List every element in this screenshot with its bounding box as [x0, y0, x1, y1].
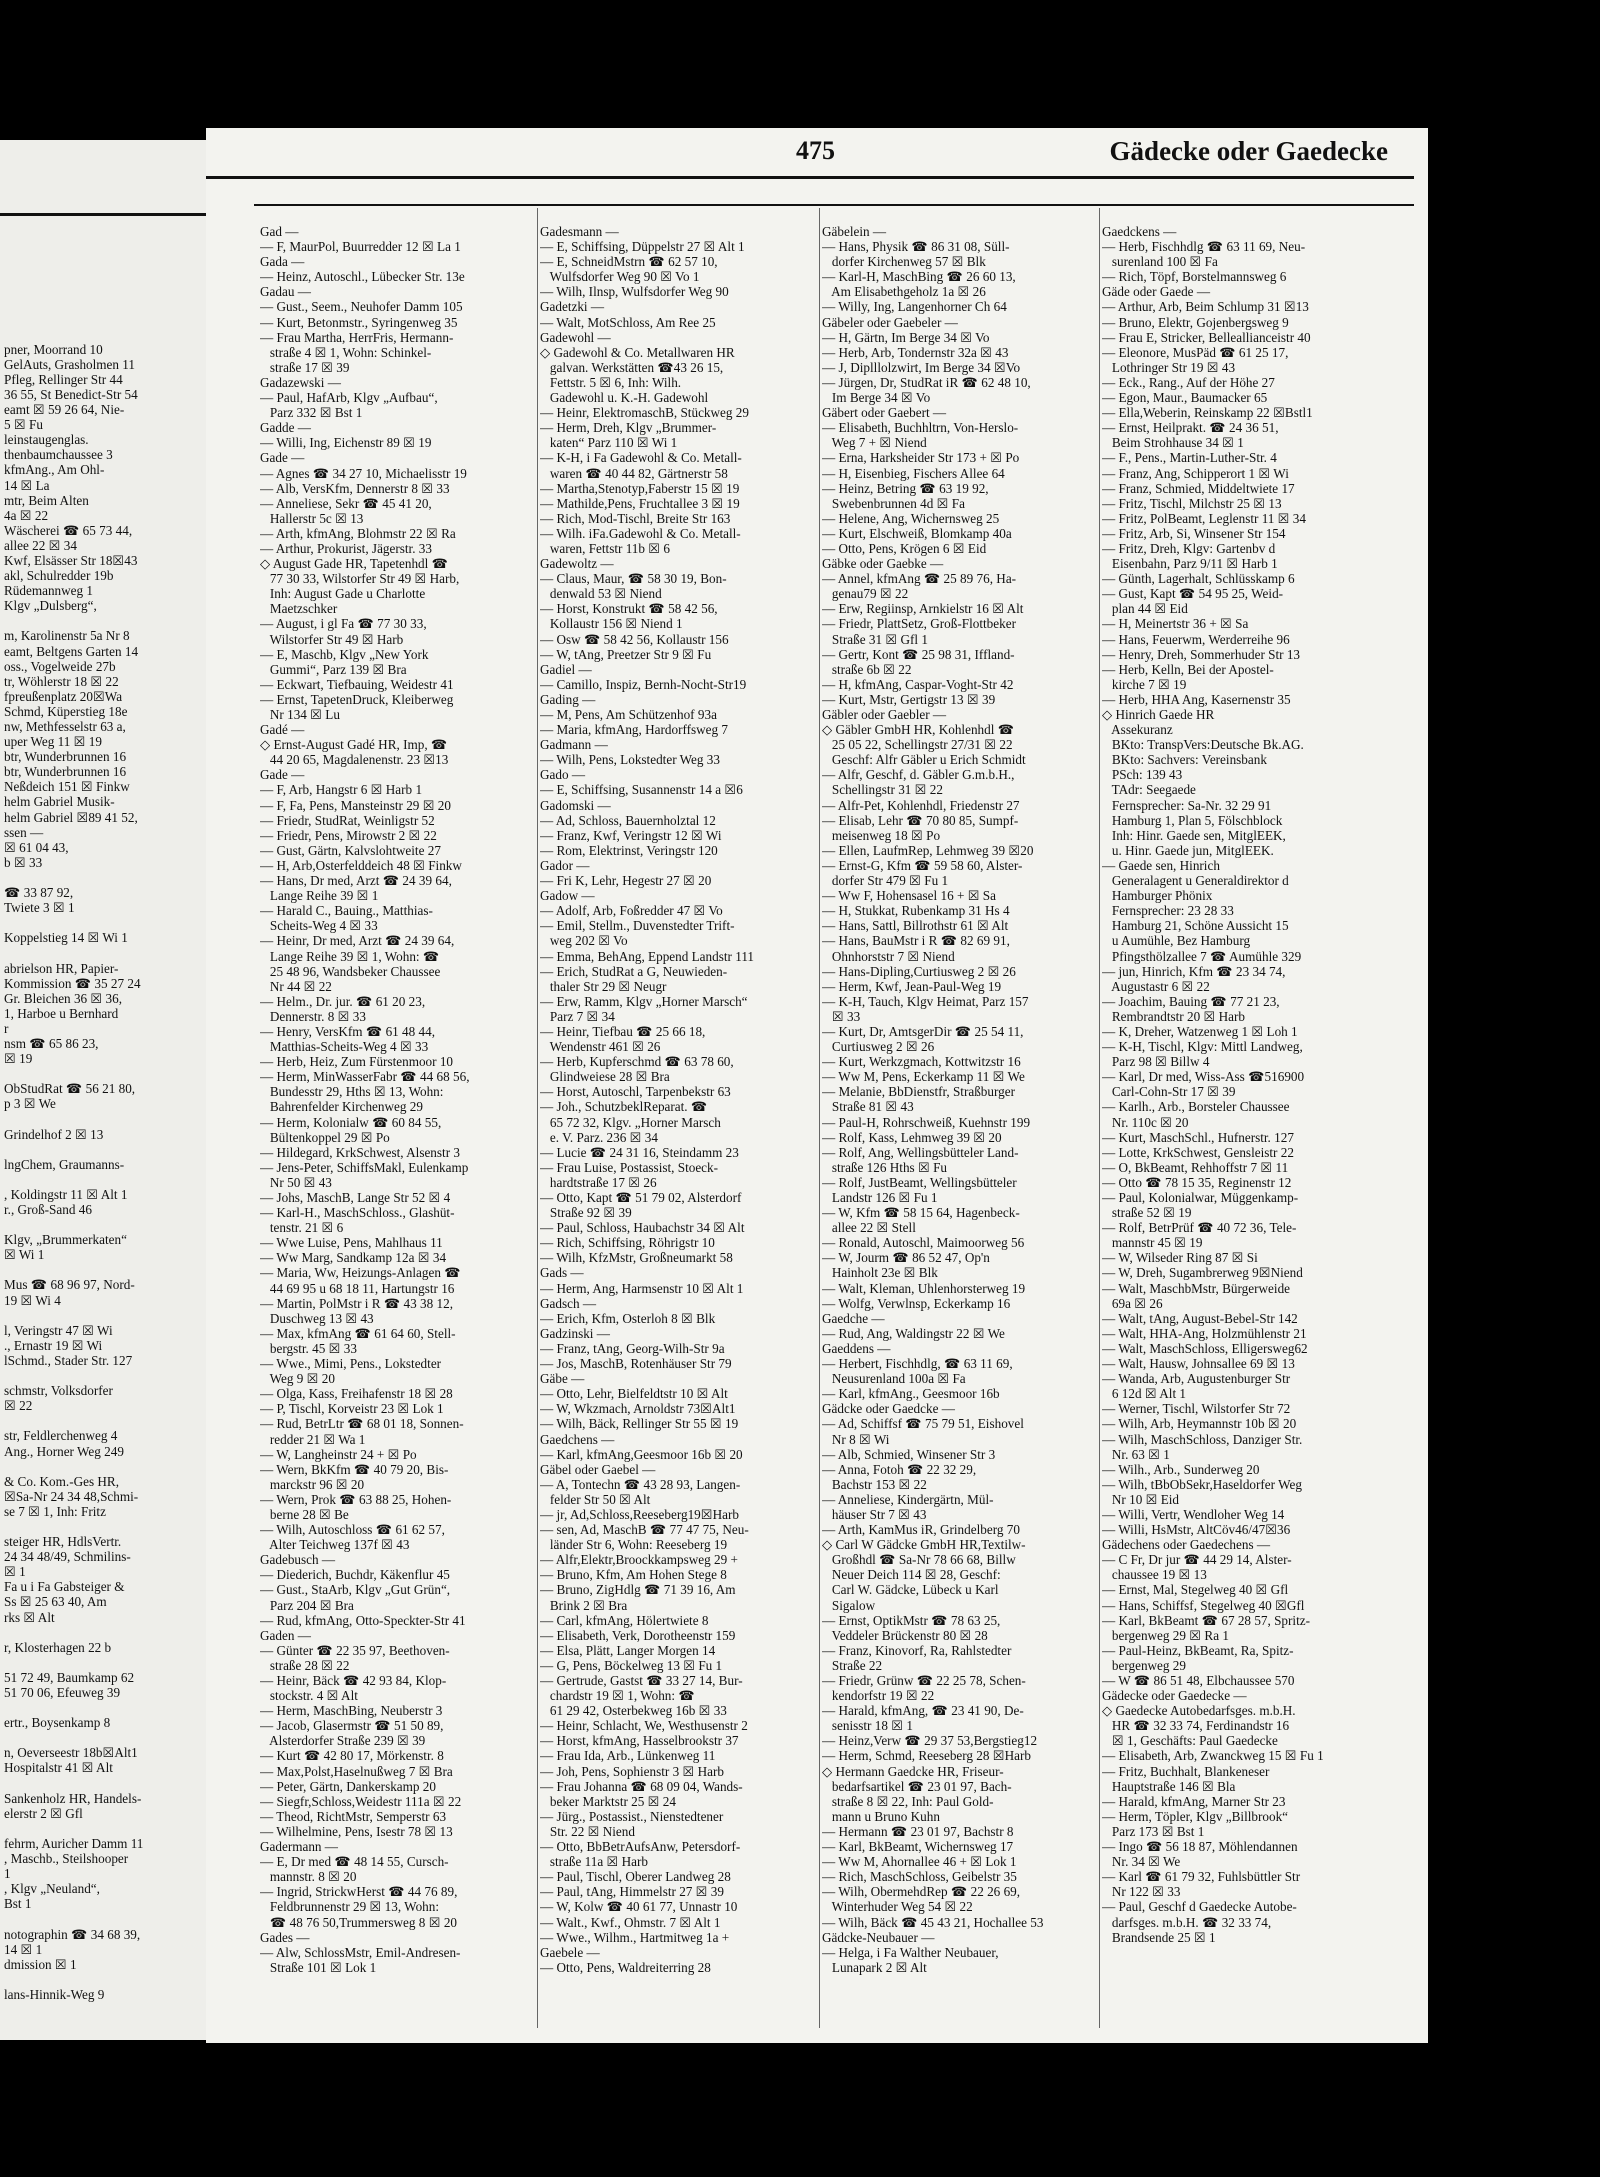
directory-column-4: Gaedckens — — Herb, Fischhdlg ☎ 63 11 69, Neu- surenland 100 ☒ Fa — Rich, Töpf, Borstelmannsweg 6 Gäde oder Gaede — — Arthur, Arb, Beim Schlump 31 ☒13 — Bruno, Elektr, Gojenbergsweg 9 — Frau E, Stricker, Belleallianceistr 40 — Eleonore, MusPäd ☎ 61 25 17, Lothringer Str 19 ☒ 43 — Eck., Rang., Auf der Höhe 27 — Egon, Maur., Baumacker 65 — Ella,Weberin, Reinskamp 22 ☒Bstl1 — Ernst, Heilprakt. ☎ 24 36 51, Beim Strohhause 34 ☒ 1 — F., Pens., Martin-Luther-Str. 4 — Franz, Ang, Schipperort 1 ☒ Wi — Franz, Schmied, Middeltwiete 17 — Fritz, Tischl, Milchstr 25 ☒ 13 — Fritz, PolBeamt, Leglenstr 11 ☒ 34 — Fritz, Arb, Si, Winsener Str 154 — Fritz, Dreh, Klgv: Gartenbv d Eisenbahn, Parz 9/11 ☒ Harb 1 — Günth, Lagerhalt, Schlüsskamp 6 — Gust, Kapt ☎ 54 95 25, Weid- plan 44 ☒ Eid — H, Meinertstr 36 + ☒ Sa — Hans, Feuerwm, Werderreihe 96 — Henry, Dreh, Sommerhuder Str 13 — Herb, Kelln, Bei der Apostel- kirche 7 ☒ 19 — Herb, HHA Ang, Kasernenstr 35 ◇ Hinrich Gaede HR Assekuranz BKto: TranspVers:Deutsche Bk.AG. BKto: Sachvers: Vereinsbank PSch: 139 43 TAdr: Seegaede Fernsprecher: Sa-Nr. 32 29 91 Hamburg 1, Plan 5, Fölschblock Inh: Hinr. Gaede sen, MitglEEK, u. Hinr. Gaede jun, MitglEEK. — Gaede sen, Hinrich Generalagent u Generaldirektor d Hamburger Phönix Fernsprecher: 23 28 33 Hamburg 21, Schöne Aussicht 15 u Aumühle, Bez Hamburg Pfingsthölzallee 7 ☎ Aumühle 329 — jun, Hinrich, Kfm ☎ 23 34 74, Augustastr 6 ☒ 22 — Joachim, Bauing ☎ 77 21 23, Rembrandtstr 20 ☒ Harb — K, Dreher, Watzenweg 1 ☒ Loh 1 — K-H, Tischl, Klgv: Mittl Landweg, Parz 98 ☒ Billw 4 — Karl, Dr med, Wiss-Ass ☎516900 Carl-Cohn-Str 17 ☒ 39 — Karlh., Arb., Borsteler Chaussee Nr. 110c ☒ 20 — Kurt, MaschSchl., Hufnerstr. 127 — Lotte, KrkSchwest, Gensleistr 22 — O, BkBeamt, Rehhoffstr 7 ☒ 11 — Otto ☎ 78 15 35, Reginenstr 12 — Paul, Kolonialwar, Müggenkamp- straße 52 ☒ 19 — Rolf, BetrPrüf ☎ 40 72 36, Tele- mannstr 45 ☒ 19 — W, Wilseder Ring 87 ☒ Si — W, Dreh, Sugambrerweg 9☒Niend — Walt, MaschbMstr, Bürgerweide 69a ☒ 26 — Walt, tAng, August-Bebel-Str 142 — Walt, HHA-Ang, Holzmühlenstr 21 — Walt, MaschSchloss, Elligersweg62 — Walt, Hausw, Johnsallee 69 ☒ 13 — Wanda, Arb, Augustenburger Str 6 12d ☒ Alt 1 — Werner, Tischl, Wilstorfer Str 72 — Wilh, Arb, Heymannstr 10b ☒ 20 — Wilh, MaschSchloss, Danziger Str. Nr. 63 ☒ 1 — Wilh., Arb., Sunderweg 20 — Wilh, tBbObSekr,Haseldorfer Weg Nr 10 ☒ Eid — Willi, Vertr, Wendloher Weg 14 — Willi, HsMstr, AltCöv46/47☒36 Gädechens oder Gaedechens — — C Fr, Dr jur ☎ 44 29 14, Alster- chaussee 19 ☒ 13 — Ernst, Mal, Stegelweg 40 ☒ Gfl — Hans, Schiffsf, Stegelweg 40 ☒Gfl — Karl, BkBeamt ☎ 67 28 57, Spritz- bergenweg 29 ☒ Ra 1 — Paul-Heinz, BkBeamt, Ra, Spitz- bergenweg 29 — W ☎ 86 51 48, Elbchaussee 570 Gädecke oder Gaedecke — ◇ Gaedecke Autobedarfsges. m.b.H. HR ☎ 32 33 74, Ferdinandstr 16 ☒ 1, Geschäfts: Paul Gaedecke — Elisabeth, Arb, Zwanckweg 15 ☒ Fu 1 — Fritz, Buchhalt, Blankeneser Hauptstraße 146 ☒ Bla — Harald, kfmAng, Marner Str 23 — Herm, Töpler, Klgv „Billbrook“ Parz 173 ☒ Bst 1 — Ingo ☎ 56 18 87, Möhlendannen Nr. 34 ☒ We — Karl ☎ 61 79 32, Fuhlsbüttler Str Nr 122 ☒ 33 — Paul, Geschf d Gaedecke Autobe- darfsges. m.b.H. ☎ 32 33 74, Brandsende 25 ☒ 1 — [1102, 224, 1324, 1945]
page-number: 475 — [796, 136, 835, 165]
column-divider — [537, 208, 538, 2028]
directory-column-2: Gadesmann — — E, Schiffsing, Düppelstr 27 ☒ Alt 1 — E, SchneidMstrn ☎ 62 57 10, Wulfsdorfer Weg 90 ☒ Vo 1 — Wilh, Ilnsp, Wulfsdorfer Weg 90 Gadetzki — — Walt, MotSchloss, Am Ree 25 Gadewohl — ◇ Gadewohl & Co. Metallwaren HR galvan. Werkstätten ☎43 26 15, Fettstr. 5 ☒ 6, Inh: Wilh. Gadewohl u. K.-H. Gadewohl — Heinr, ElektromaschB, Stückweg 29 — Herm, Dreh, Klgv „Brummer- katen“ Parz 110 ☒ Wi 1 — K-H, i Fa Gadewohl & Co. Metall- waren ☎ 40 44 82, Gärtnerstr 58 — Martha,Stenotyp,Faberstr 15 ☒ 19 — Mathilde,Pens, Fruchtallee 3 ☒ 19 — Rich, Mod-Tischl, Breite Str 163 — Wilh. iFa.Gadewohl & Co. Metall- waren, Fettstr 11b ☒ 6 Gadewoltz — — Claus, Maur, ☎ 58 30 19, Bon- denwald 53 ☒ Niend — Horst, Konstrukt ☎ 58 42 56, Kollaustr 156 ☒ Niend 1 — Osw ☎ 58 42 56, Kollaustr 156 — W, tAng, Preetzer Str 9 ☒ Fu Gadiel — — Camillo, Inspiz, Bernh-Nocht-Str19 Gading — — M, Pens, Am Schützenhof 93a — Maria, kfmAng, Hardorffsweg 7 Gadmann — — Wilh, Pens, Lokstedter Weg 33 Gado — — E, Schiffsing, Susannenstr 14 a ☒6 Gadomski — — Ad, Schloss, Bauernholztal 12 — Franz, Kwf, Veringstr 12 ☒ Wi — Rom, Elektrinst, Veringstr 120 Gador — — Fri K, Lehr, Hegestr 27 ☒ 20 Gadow — — Adolf, Arb, Foßredder 47 ☒ Vo — Emil, Stellm., Duvenstedter Trift- weg 202 ☒ Vo — Emma, BehAng, Eppend Landstr 111 — Erich, StudRat a G, Neuwieden- thaler Str 29 ☒ Neugr — Erw, Ramm, Klgv „Horner Marsch“ Parz 7 ☒ 34 — Heinr, Tiefbau ☎ 25 66 18, Wendenstr 461 ☒ 26 — Herb, Kupferschmd ☎ 63 78 60, Glindweiese 28 ☒ Bra — Horst, Autoschl, Tarpenbekstr 63 — Joh., SchutzbeklReparat. ☎ 65 72 32, Klgv. „Horner Marsch e. V. Parz. 236 ☒ 34 — Lucie ☎ 24 31 16, Steindamm 23 — Frau Luise, Postassist, Stoeck- hardtstraße 17 ☒ 26 — Otto, Kapt ☎ 51 79 02, Alsterdorf Straße 92 ☒ 39 — Paul, Schloss, Haubachstr 34 ☒ Alt — Rich, Schiffsing, Röhrigstr 10 — Wilh, KfzMstr, Großneumarkt 58 Gads — — Herm, Ang, Harmsenstr 10 ☒ Alt 1 Gadsch — — Erich, Kfm, Osterloh 8 ☒ Blk Gadzinski — — Franz, tAng, Georg-Wilh-Str 9a — Jos, MaschB, Rotenhäuser Str 79 Gäbe — — Otto, Lehr, Bielfeldtstr 10 ☒ Alt — W, Wkzmach, Arnoldstr 73☒Alt1 — Wilh, Bäck, Rellinger Str 55 ☒ 19 Gaedchens — — Karl, kfmAng,Geesmoor 16b ☒ 20 Gäbel oder Gaebel — — A, Tontechn ☎ 43 28 93, Langen- felder Str 50 ☒ Alt — jr, Ad,Schloss,Reeseberg19☒Harb — sen, Ad, MaschB ☎ 77 47 75, Neu- länder Str 6, Wohn: Reeseberg 19 — Alfr,Elektr,Broockkampsweg 29 + — Bruno, Kfm, Am Hohen Stege 8 — Bruno, ZigHdlg ☎ 71 39 16, Am Brink 2 ☒ Bra — Carl, kfmAng, Hölertwiete 8 — Elisabeth, Verk, Dorotheenstr 159 — Elsa, Plätt, Langer Morgen 14 — G, Pens, Böckelweg 13 ☒ Fu 1 — Gertrude, Gastst ☎ 33 27 14, Bur- chardstr 19 ☒ 1, Wohn: ☎ 61 29 42, Osterbekweg 16b ☒ 33 — Heinr, Schlacht, We, Westhusenstr 2 — Horst, kfmAng, Hasselbrookstr 37 — Frau Ida, Arb., Lünkenweg 11 — Joh, Pens, Sophienstr 3 ☒ Harb — Frau Johanna ☎ 68 09 04, Wands- beker Marktstr 25 ☒ 24 — Jürg., Postassist., Nienstedtener Str. 22 ☒ Niend — Otto, BbBetrAufsAnw, Petersdorf- straße 11a ☒ Harb — Paul, Tischl, Oberer Landweg 28 — Paul, tAng, Himmelstr 27 ☒ 39 — W, Kolw ☎ 40 61 77, Unnastr 10 — Walt., Kwf., Ohmstr. 7 ☒ Alt 1 — Wwe., Wilhm., Hartmitweg 1a + Gaebele — — Otto, Pens, Waldreiterring 28 — [540, 224, 755, 1975]
header-rule — [206, 176, 1414, 179]
column-divider — [819, 208, 820, 2028]
left-page-text: pner, Moorrand 10 GelAuts, Grasholmen 11 Pfleg, Rellinger Str 44 36 55, St Benedict-Str 54 eamt ☒ 59 26 64, Nie- 5 ☒ Fu leinstaugenglas. thenbaumchaussee 3 kfmAng., Am Ohl- 14 ☒ La mtr, Beim Alten 4a ☒ 22 Wäscherei ☎ 65 73 44, allee 22 ☒ 34 Kwf, Elsässer Str 18☒43 akl, Schulredder 19b Rüdemannweg 1 Klgv „Dulsberg“, m, Karolinenstr 5a Nr 8 eamt, Beltgens Garten 14 oss., Vogelweide 27b tr, Wöhlerstr 18 ☒ 22 fpreußenplatz 20☒Wa Schmd, Küperstieg 18e nw, Methfesselstr 63 a, uper Weg 11 ☒ 19 btr, Wunderbrunnen 16 btr, Wunderbrunnen 16 Neßdeich 151 ☒ Finkw helm Gabriel Musik- helm Gabriel ☒89 41 52, ssen — ☒ 61 04 43, b ☒ 33 ☎ 33 87 92, Twiete 3 ☒ 1 Koppelstieg 14 ☒ Wi 1 abrielson HR, Papier- Kommission ☎ 35 27 24 Gr. Bleichen 36 ☒ 36, 1, Harboe u Bernhard r nsm ☎ 65 86 23, ☒ 19 ObStudRat ☎ 56 21 80, p 3 ☒ We Grindelhof 2 ☒ 13 lngChem, Graumanns- , Koldingstr 11 ☒ Alt 1 r., Groß-Sand 46 Klgv, „Brummerkaten“ ☒ Wi 1 Mus ☎ 68 96 97, Nord- 19 ☒ Wi 4 l, Veringstr 47 ☒ Wi ., Ernastr 19 ☒ Wi lSchmd., Stader Str. 127 schmstr, Volksdorfer ☒ 22 str, Feldlerchenweg 4 Ang., Horner Weg 249 & Co. Kom.-Ges HR, ☒Sa-Nr 24 34 48,Schmi- se 7 ☒ 1, Inh: Fritz steiger HR, HdlsVertr. 24 34 48/49, Schmilins- ☒ 1 Fa u i Fa Gabsteiger & Ss ☒ 25 63 40, Am rks ☒ Alt r, Klosterhagen 22 b 51 72 49, Baumkamp 62 51 70 06, Efeuweg 39 ertr., Boysenkamp 8 n, Oeverseestr 18b☒Alt1 Hospitalstr 41 ☒ Alt Sankenholz HR, Handels- elerstr 2 ☒ Gfl fehrm, Auricher Damm 11 , Maschb., Steilshooper 1 , Klgv „Neuland“, Bst 1 notographin ☎ 34 68 39, 14 ☒ 1 dmission ☒ 1 lans-Hinnik-Weg 9 — [4, 341, 144, 2002]
directory-column-1: Gad — — F, MaurPol, Buurredder 12 ☒ La 1 Gada — — Heinz, Autoschl., Lübecker Str. 13e Gadau — — Gust., Seem., Neuhofer Damm 105 — Kurt, Betonmstr., Syringenweg 35 — Frau Martha, HerrFris, Hermann- straße 4 ☒ 1, Wohn: Schinkel- straße 17 ☒ 39 Gadazewski — — Paul, HafArb, Klgv „Aufbau“, Parz 332 ☒ Bst 1 Gadde — — Willi, Ing, Eichenstr 89 ☒ 19 Gade — — Agnes ☎ 34 27 10, Michaelisstr 19 — Alb, VersKfm, Dennerstr 8 ☒ 33 — Anneliese, Sekr ☎ 45 41 20, Hallerstr 5c ☒ 13 — Arth, kfmAng, Blohmstr 22 ☒ Ra — Arthur, Prokurist, Jägerstr. 33 ◇ August Gade HR, Tapetenhdl ☎ 77 30 33, Wilstorfer Str 49 ☒ Harb, Inh: August Gade u Charlotte Maetzschker — August, i gl Fa ☎ 77 30 33, Wilstorfer Str 49 ☒ Harb — E, Maschb, Klgv „New York Gummi“, Parz 139 ☒ Bra — Eckwart, Tiefbauing, Weidestr 41 — Ernst, TapetenDruck, Kleiberweg Nr 134 ☒ Lu Gadé — ◇ Ernst-August Gadé HR, Imp, ☎ 44 20 65, Magdalenenstr. 23 ☒13 Gade — — F, Arb, Hangstr 6 ☒ Harb 1 — F, Fa, Pens, Mansteinstr 29 ☒ 20 — Friedr, StudRat, Weinligstr 52 — Friedr, Pens, Mirowstr 2 ☒ 22 — Gust, Gärtn, Kalvslohtweite 27 — H, Arb,Osterfelddeich 48 ☒ Finkw — Hans, Dr med, Arzt ☎ 24 39 64, Lange Reihe 39 ☒ 1 — Harald C., Bauing., Matthias- Scheits-Weg 4 ☒ 33 — Heinr, Dr med, Arzt ☎ 24 39 64, Lange Reihe 39 ☒ 1, Wohn: ☎ 25 48 96, Wandsbeker Chaussee Nr 44 ☒ 22 — Helm., Dr. jur. ☎ 61 20 23, Dennerstr. 8 ☒ 33 — Henry, VersKfm ☎ 61 48 44, Matthias-Scheits-Weg 4 ☒ 33 — Herb, Heiz, Zum Fürstenmoor 10 — Herm, MinWasserFabr ☎ 44 68 56, Bundesstr 29, Hths ☒ 13, Wohn: Bahrenfelder Kirchenweg 29 — Herm, Kolonialw ☎ 60 84 55, Bültenkoppel 29 ☒ Po — Hildegard, KrkSchwest, Alsenstr 3 — Jens-Peter, SchiffsMakl, Eulenkamp Nr 50 ☒ 43 — Johs, MaschB, Lange Str 52 ☒ 4 — Karl-H., MaschSchloss., Glashüt- tenstr. 21 ☒ 6 — Wwe Luise, Pens, Mahlhaus 11 — Ww Marg, Sandkamp 12a ☒ 34 — Maria, Ww, Heizungs-Anlagen ☎ 44 69 95 u 68 18 11, Hartungstr 16 — Martin, PolMstr i R ☎ 43 38 12, Duschweg 13 ☒ 43 — Max, kfmAng ☎ 61 64 60, Stell- bergstr. 45 ☒ 33 — Wwe., Mimi, Pens., Lokstedter Weg 9 ☒ 20 — Olga, Kass, Freihafenstr 18 ☒ 28 — P, Tischl, Korveistr 23 ☒ Lok 1 — Rud, BetrLtr ☎ 68 01 18, Sonnen- redder 21 ☒ Wa 1 — W, Langheinstr 24 + ☒ Po — Wern, BkKfm ☎ 40 79 20, Bis- marckstr 96 ☒ 20 — Wern, Prok ☎ 63 88 25, Hohen- berne 28 ☒ Be — Wilh, Autoschloss ☎ 61 62 57, Alter Teichweg 137f ☒ 43 Gadebusch — — Diederich, Buchdr, Käkenflur 45 — Gust., StaArb, Klgv „Gut Grün“, Parz 204 ☒ Bra — Rud, kfmAng, Otto-Speckter-Str 41 Gaden — — Günter ☎ 22 35 97, Beethoven- straße 28 ☒ 22 — Heinr, Bäck ☎ 42 93 84, Klop- stockstr. 4 ☒ Alt — Herm, MaschBing, Neuberstr 3 — Jacob, Glasermstr ☎ 51 50 89, Alsterdorfer Straße 239 ☒ 39 — Kurt ☎ 42 80 17, Mörkenstr. 8 — Max,Polst,Haselnußweg 7 ☒ Bra — Peter, Gärtn, Dankerskamp 20 — Siegfr,Schloss,Weidestr 111a ☒ 22 — Theod, RichtMstr, Semperstr 63 — Wilhelmine, Pens, Isestr 78 ☒ 13 Gadermann — — E, Dr med ☎ 48 14 55, Cursch- mannstr. 8 ☒ 20 — Ingrid, StrickwHerst ☎ 44 76 89, Feldbrunnenstr 29 ☒ 13, Wohn: ☎ 48 76 50,Trummersweg 8 ☒ 20 Gades — — Alw, SchlossMstr, Emil-Andresen- Straße 101 ☒ Lok 1 — [260, 224, 470, 1975]
left-page-fragment — [0, 140, 222, 2040]
right-page — [206, 128, 1428, 2043]
page-title: Gädecke oder Gaedecke — [1109, 136, 1388, 166]
left-page-header-rule — [0, 213, 220, 216]
directory-column-3: Gäbelein — — Hans, Physik ☎ 86 31 08, Süll- dorfer Kirchenweg 57 ☒ Blk — Karl-H, MaschBing ☎ 26 60 13, Am Elisabethgeholz 1a ☒ 26 — Willy, Ing, Langenhorner Ch 64 Gäbeler oder Gaebeler — — H, Gärtn, Im Berge 34 ☒ Vo — Herb, Arb, Tondernstr 32a ☒ 43 — J, Diplllolzwirt, Im Berge 34 ☒Vo — Jürgen, Dr, StudRat iR ☎ 62 48 10, Im Berge 34 ☒ Vo Gäbert oder Gaebert — — Elisabeth, Buchhltrn, Von-Herslo- Weg 7 + ☒ Niend — Erna, Harksheider Str 173 + ☒ Po — H, Eisenbieg, Fischers Allee 64 — Heinz, Betring ☎ 63 19 92, Swebenbrunnen 4d ☒ Fa — Helene, Ang, Wichernsweg 25 — Kurt, Elschweiß, Blomkamp 40a — Otto, Pens, Krögen 6 ☒ Eid Gäbke oder Gaebke — — Annel, kfmAng ☎ 25 89 76, Ha- genau79 ☒ 22 — Erw, Regiinsp, Arnkielstr 16 ☒ Alt — Friedr, PlattSetz, Groß-Flottbeker Straße 31 ☒ Gfl 1 — Gertr, Kont ☎ 25 98 31, Iffland- straße 6b ☒ 22 — H, kfmAng, Caspar-Voght-Str 42 — Kurt, Mstr, Gertigstr 13 ☒ 39 Gäbler oder Gaebler — ◇ Gäbler GmbH HR, Kohlenhdl ☎ 25 05 22, Schellingstr 27/31 ☒ 22 Geschf: Alfr Gäbler u Erich Schmidt — Alfr, Geschf, d. Gäbler G.m.b.H., Schellingstr 31 ☒ 22 — Alfr-Pet, Kohlenhdl, Friedenstr 27 — Elisab, Lehr ☎ 70 80 85, Sumpf- meisenweg 18 ☒ Po — Ellen, LaufmRep, Lehmweg 39 ☒20 — Ernst-G, Kfm ☎ 59 58 60, Alster- dorfer Str 479 ☒ Fu 1 — Ww F, Hohensasel 16 + ☒ Sa — H, Stukkat, Rubenkamp 31 Hs 4 — Hans, Sattl, Billrothstr 61 ☒ Alt — Hans, BauMstr i R ☎ 82 69 91, Ohnhorststr 7 ☒ Niend — Hans-Dipling,Curtiusweg 2 ☒ 26 — Herm, Kwf, Jean-Paul-Weg 19 — K-H, Tauch, Klgv Heimat, Parz 157 ☒ 33 — Kurt, Dr, AmtsgerDir ☎ 25 54 11, Curtiusweg 2 ☒ 26 — Kurt, Werkzgmach, Kottwitzstr 16 — Ww M, Pens, Eckerkamp 11 ☒ We — Melanie, BbDienstfr, Straßburger Straße 81 ☒ 43 — Paul-H, Rohrschweiß, Kuehnstr 199 — Rolf, Kass, Lehmweg 39 ☒ 20 — Rolf, Ang, Wellingsbütteler Land- straße 126 Hths ☒ Fu — Rolf, JustBeamt, Wellingsbütteler Landstr 126 ☒ Fu 1 — W, Kfm ☎ 58 15 64, Hagenbeck- allee 22 ☒ Stell — Ronald, Autoschl, Maimoorweg 56 — W, Jourm ☎ 86 52 47, Op'n Hainholt 23e ☒ Blk — Walt, Kleman, Uhlenhorsterweg 19 — Wolfg, Verwlnsp, Eckerkamp 16 Gaedche — — Rud, Ang, Waldingstr 22 ☒ We Gaeddens — — Herbert, Fischhdlg, ☎ 63 11 69, Neusurenland 100a ☒ Fa — Karl, kfmAng., Geesmoor 16b Gädcke oder Gaedcke — — Ad, Schiffsf ☎ 75 79 51, Eishovel Nr 8 ☒ Wi — Alb, Schmied, Winsener Str 3 — Anna, Fotoh ☎ 22 32 29, Bachstr 153 ☒ 22 — Anneliese, Kindergärtn, Mül- häuser Str 7 ☒ 43 — Arth, KamMus iR, Grindelberg 70 ◇ Carl W Gädcke GmbH HR,Textilw- Großhdl ☎ Sa-Nr 78 66 68, Billw Neuer Deich 114 ☒ 28, Geschf: Carl W. Gädcke, Lübeck u Karl Sigalow — Ernst, OptikMstr ☎ 78 63 25, Veddeler Brückenstr 80 ☒ 28 — Franz, Kinovorf, Ra, Rahlstedter Straße 22 — Friedr, Grünw ☎ 22 25 78, Schen- kendorfstr 19 ☒ 22 — Harald, kfmAng, ☎ 23 41 90, De- senisstr 18 ☒ 1 — Heinz,Verw ☎ 29 37 53,Bergstieg12 — Herm, Schmd, Reeseberg 28 ☒Harb ◇ Hermann Gaedcke HR, Friseur- bedarfsartikel ☎ 23 01 97, Bach- straße 8 ☒ 22, Inh: Paul Gold- mann u Bruno Kuhn — Hermann ☎ 23 01 97, Bachstr 8 — Karl, BkBeamt, Wichernsweg 17 — Ww M, Ahornallee 46 + ☒ Lok 1 — Rich, MaschSchloss, Geibelstr 35 — Wilh, ObermehdRep ☎ 22 26 69, Winterhuder Weg 54 ☒ 22 — Wilh, Bäck ☎ 45 43 21, Hochallee 53 Gädcke-Neubauer — — Helga, i Fa Walther Neubauer, Lunapark 2 ☒ Alt — [822, 224, 1044, 1975]
column-top-rule — [254, 204, 1414, 206]
